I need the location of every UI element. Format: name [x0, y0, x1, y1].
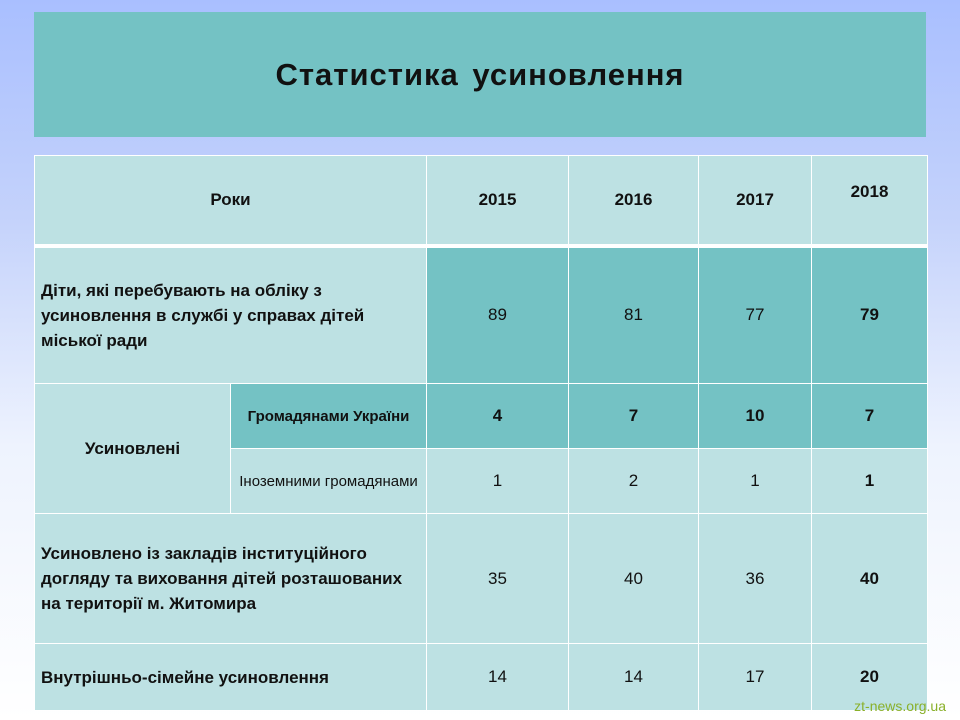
adoption-stats-table — [34, 155, 928, 711]
table-row — [35, 384, 928, 449]
value-cell: 79 — [812, 246, 928, 384]
header-label: Роки — [35, 156, 427, 246]
value-cell: 35 — [427, 514, 569, 644]
header-year-2016: 2016 — [569, 156, 699, 246]
row-label-adopted: Усиновлені — [35, 384, 231, 514]
value-cell: 17 — [699, 644, 812, 711]
row-label-intra-family-adoption: Внутрішньо-сімейне усиновлення — [35, 644, 427, 711]
header-year-2018: 2018 — [812, 156, 928, 246]
row-label-institutional-adoption: Усиновлено із закладів інституційного догляду та виховання дітей розташованих на території м. Житомира — [35, 514, 427, 644]
value-cell: 10 — [699, 384, 812, 449]
header-year-2015: 2015 — [427, 156, 569, 246]
value-cell: 14 — [569, 644, 699, 711]
sub-label-ukrainian-citizens: Громадянами України — [231, 384, 427, 449]
table-row — [35, 514, 928, 644]
value-cell: 14 — [427, 644, 569, 711]
value-cell: 1 — [427, 449, 569, 514]
value-cell: 7 — [569, 384, 699, 449]
value-cell: 2 — [569, 449, 699, 514]
table-row — [35, 644, 928, 711]
slide-title: Статистика усиновлення — [275, 56, 685, 92]
header-year-2017: 2017 — [699, 156, 812, 246]
watermark: zt-news.org.ua — [854, 698, 946, 714]
row-label-registered-children: Діти, які перебувають на обліку з усиновлення в службі у справах дітей міської ради — [35, 246, 427, 384]
header-row — [35, 156, 928, 246]
value-cell: 81 — [569, 246, 699, 384]
value-cell: 40 — [812, 514, 928, 644]
value-cell: 77 — [699, 246, 812, 384]
value-cell: 20 — [812, 644, 928, 711]
sub-label-foreign-citizens: Іноземними громадянами — [231, 449, 427, 514]
value-cell: 40 — [569, 514, 699, 644]
value-cell: 89 — [427, 246, 569, 384]
table-row — [35, 246, 928, 384]
value-cell: 36 — [699, 514, 812, 644]
value-cell: 4 — [427, 384, 569, 449]
value-cell: 1 — [699, 449, 812, 514]
value-cell: 7 — [812, 384, 928, 449]
value-cell: 1 — [812, 449, 928, 514]
title-banner — [34, 12, 926, 137]
